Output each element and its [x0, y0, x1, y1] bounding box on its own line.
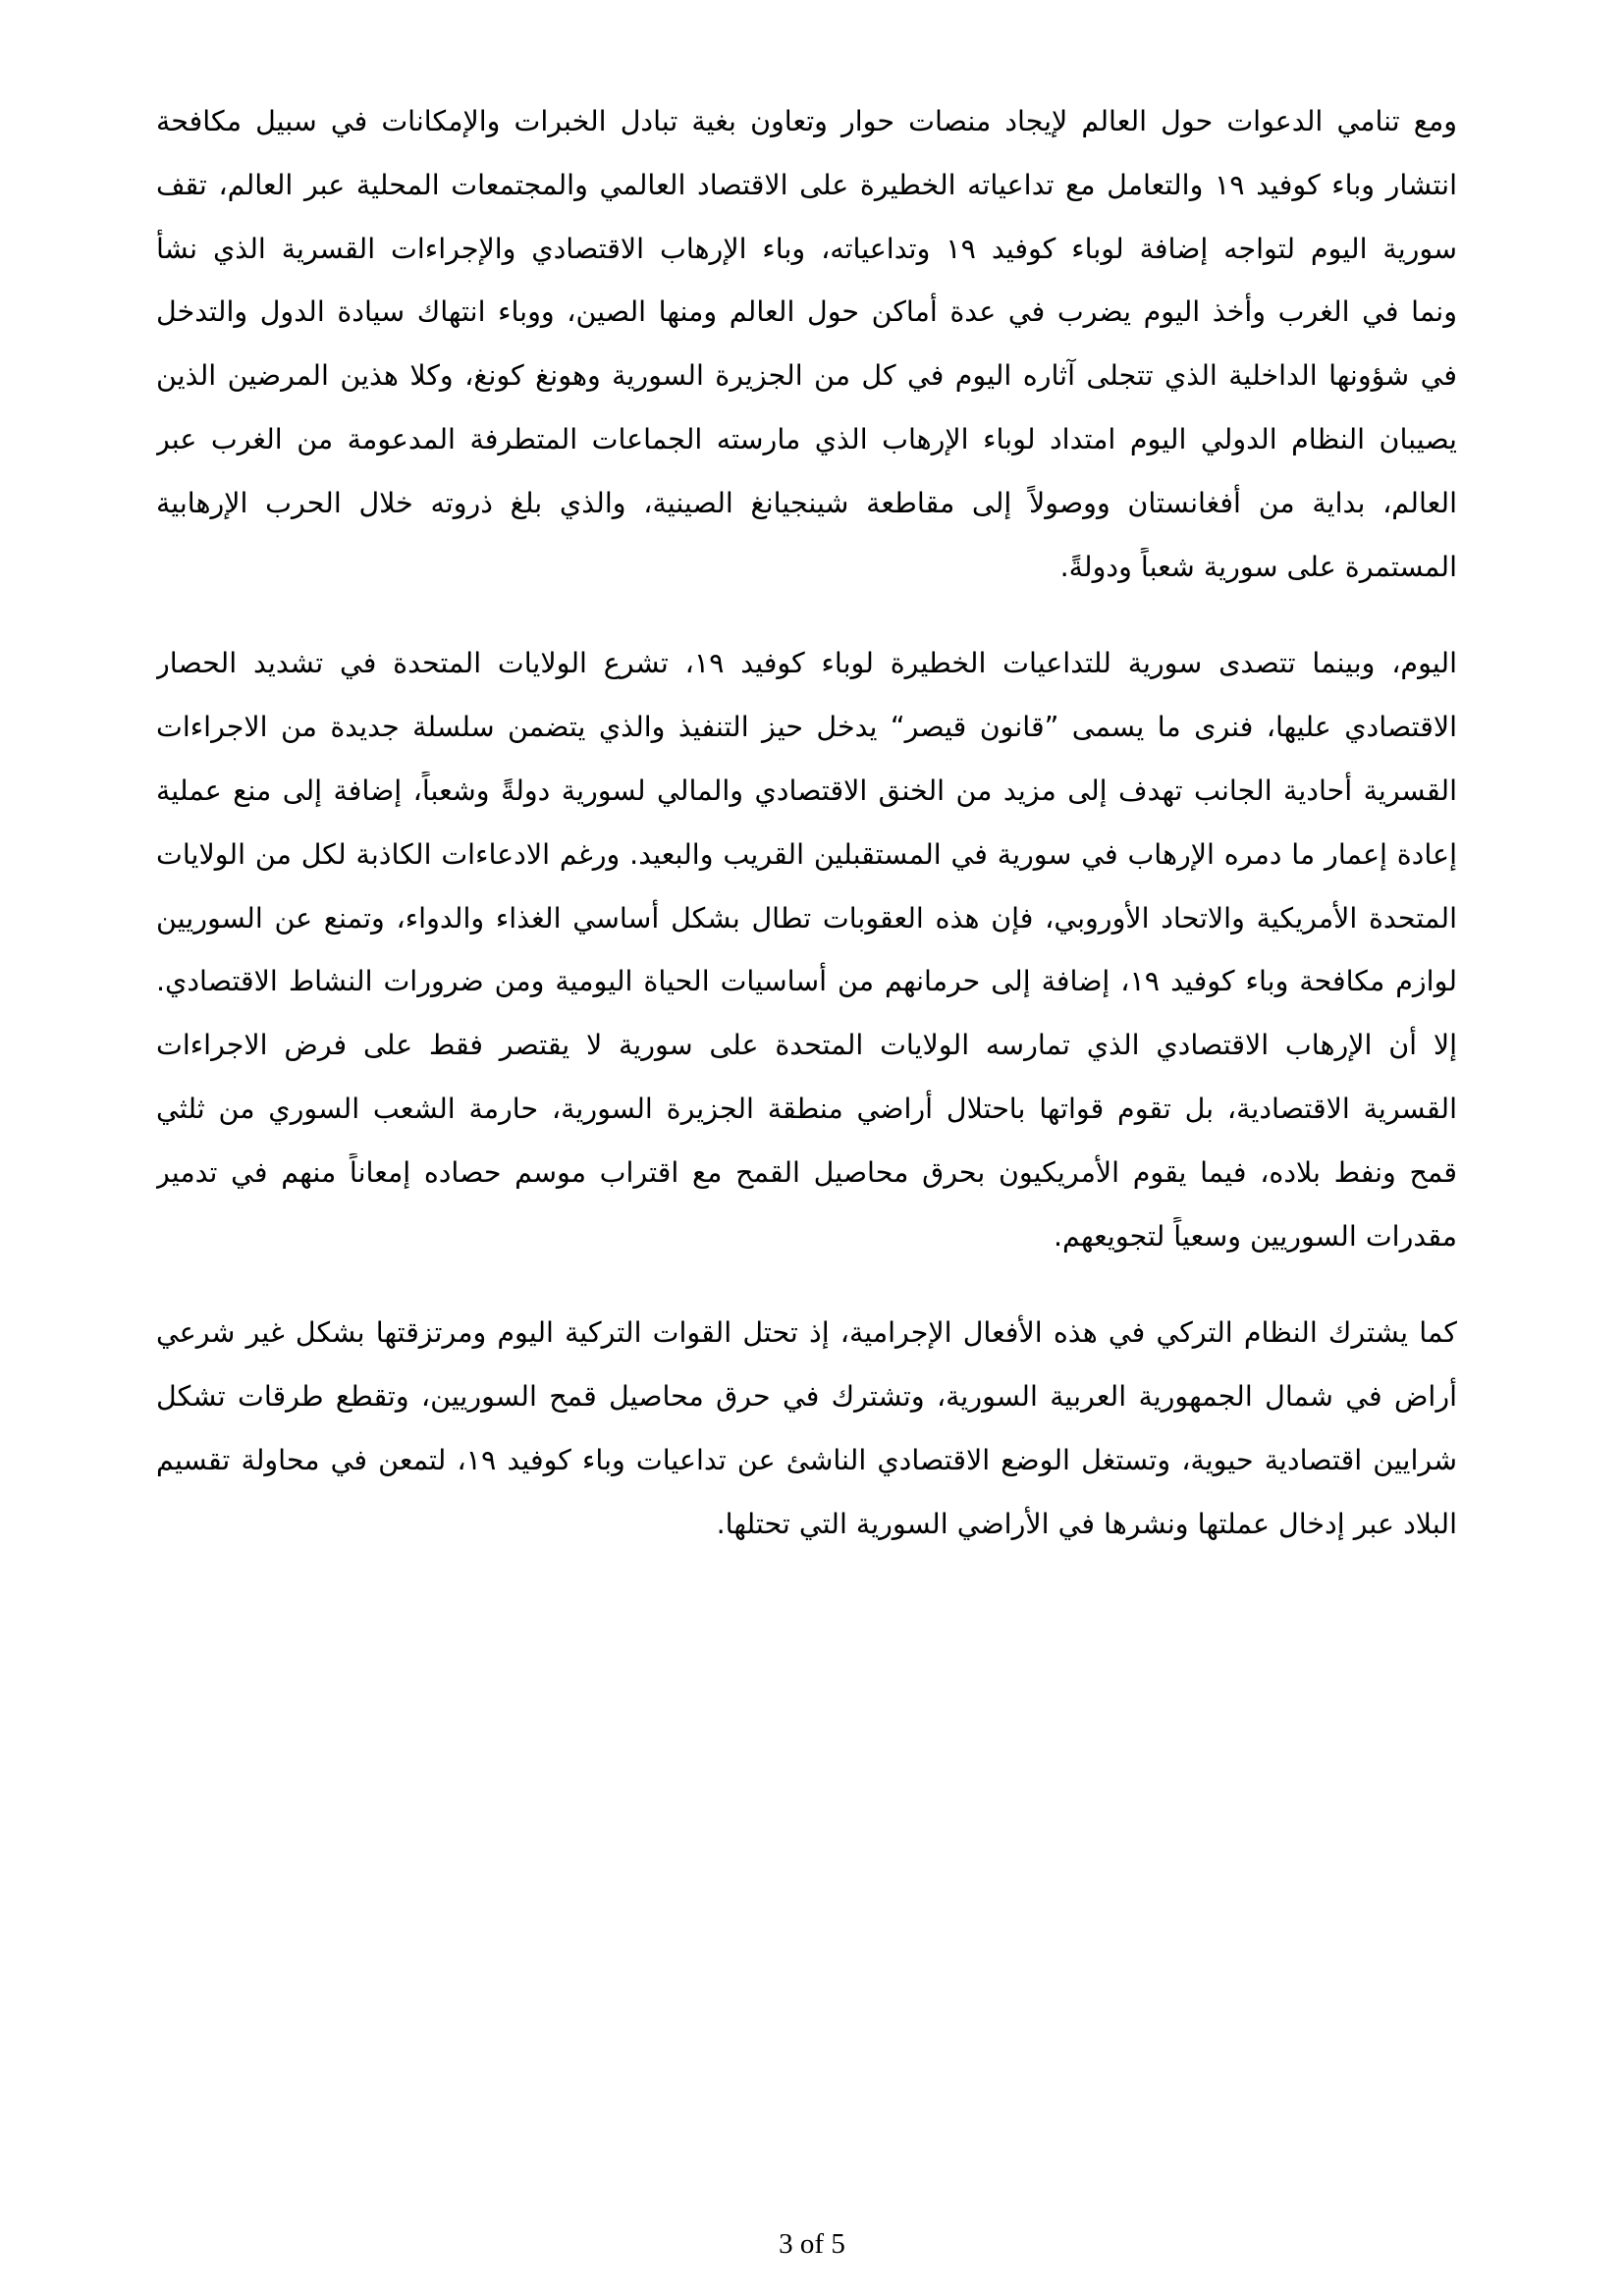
text-line: سورية اليوم لتواجه إضافة لوباء كوفيد ١٩ وتداعياته، وباء الإرهاب الاقتصادي والإجراءات القسرية الذي نشأ [156, 233, 1457, 265]
text-line: إعادة إعمار ما دمره الإرهاب في سورية في المستقبلين القريب والبعيد. ورغم الادعاءات الكاذبة لكل من الولايات [156, 838, 1457, 871]
text-line: انتشار وباء كوفيد ١٩ والتعامل مع تداعياته الخطيرة على الاقتصاد العالمي والمجتمعات المحلية عبر العالم، تقف [156, 169, 1457, 201]
text-line: يصيبان النظام الدولي اليوم امتداد لوباء الإرهاب الذي مارسته الجماعات المتطرفة المدعومة من الغرب عبر [156, 423, 1457, 455]
text-line: القسرية أحادية الجانب تهدف إلى مزيد من الخنق الاقتصادي والمالي لسورية دولةً وشعباً، إضافة إلى منع عملية [156, 774, 1457, 807]
text-line: ومع تنامي الدعوات حول العالم لإيجاد منصات حوار وتعاون بغية تبادل الخبرات والإمكانات في سبيل مكافحة [156, 105, 1457, 137]
text-line: أراض في شمال الجمهورية العربية السورية، وتشترك في حرق محاصيل قمح السوريين، وتقطع طرقات تشكل [156, 1380, 1457, 1413]
page-number: 3 of 5 [779, 2228, 845, 2260]
text-line: اليوم، وبينما تتصدى سورية للتداعيات الخطيرة لوباء كوفيد ١٩، تشرع الولايات المتحدة في تشديد الحصار [156, 647, 1457, 679]
text-line: كما يشترك النظام التركي في هذه الأفعال الإجرامية، إذ تحتل القوات التركية اليوم ومرتزقتها بشكل غير شرعي [156, 1316, 1457, 1349]
text-line: في شؤونها الداخلية الذي تتجلى آثاره اليوم في كل من الجزيرة السورية وهونغ كونغ، وكلا هذين المرضين الذين [156, 359, 1457, 392]
text-line: قمح ونفط بلاده، فيما يقوم الأمريكيون بحرق محاصيل القمح مع اقتراب موسم حصاده إمعاناً منهم في تدمير [156, 1156, 1457, 1189]
text-line: مقدرات السوريين وسعياً لتجويعهم. [1054, 1220, 1457, 1253]
text-line: المستمرة على سورية شعباً ودولةً. [1059, 551, 1457, 583]
text-line: شرايين اقتصادية حيوية، وتستغل الوضع الاقتصادي الناشئ عن تداعيات وباء كوفيد ١٩، لتمعن في محاولة تقسيم [156, 1444, 1457, 1476]
text-line: العالم، بداية من أفغانستان ووصولاً إلى مقاطعة شينجيانغ الصينية، والذي بلغ ذروته خلال الحرب الإرهابية [156, 487, 1457, 519]
text-line: القسرية الاقتصادية، بل تقوم قواتها باحتلال أراضي منطقة الجزيرة السورية، حارمة الشعب السوري من ثلثي [156, 1093, 1457, 1125]
text-line: ونما في الغرب وأخذ اليوم يضرب في عدة أماكن حول العالم ومنها الصين، ووباء انتهاك سيادة الدول والتدخل [156, 295, 1457, 328]
text-line: إلا أن الإرهاب الاقتصادي الذي تمارسه الولايات المتحدة على سورية لا يقتصر فقط على فرض الاجراءات [156, 1029, 1457, 1061]
text-line: لوازم مكافحة وباء كوفيد ١٩، إضافة إلى حرمانهم من أساسيات الحياة اليومية ومن ضرورات النشاط الاقتصادي. [156, 965, 1457, 997]
text-line: البلاد عبر إدخال عملتها ونشرها في الأراضي السورية التي تحتلها. [716, 1508, 1457, 1540]
text-line: المتحدة الأمريكية والاتحاد الأوروبي، فإن هذه العقوبات تطال بشكل أساسي الغذاء والدواء، وتمنع عن السوريين [156, 902, 1457, 934]
text-line: الاقتصادي عليها، فنرى ما يسمى ”قانون قيصر“ يدخل حيز التنفيذ والذي يتضمن سلسلة جديدة من الاجراءات [156, 711, 1457, 743]
